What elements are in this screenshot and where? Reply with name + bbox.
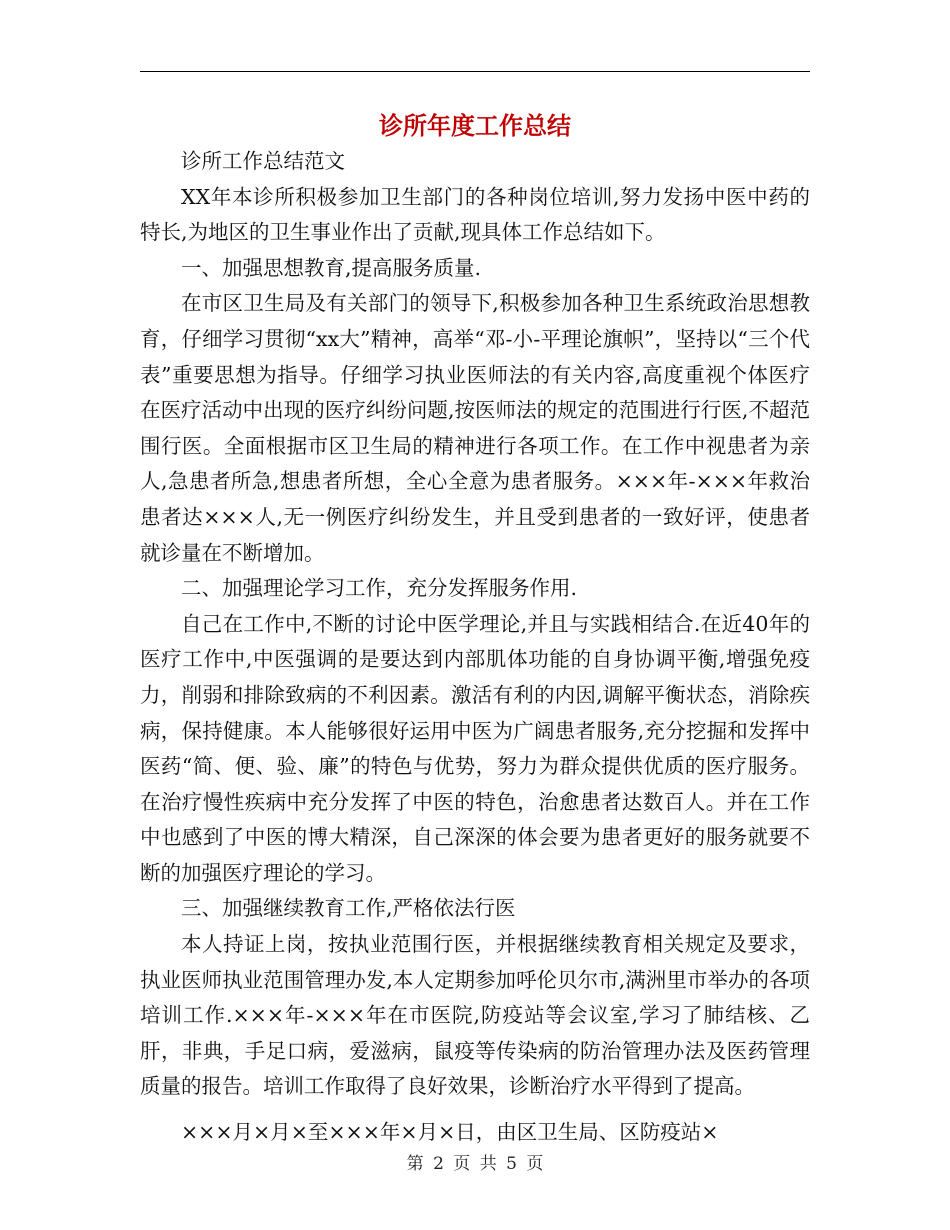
paragraph-subtitle: 诊所工作总结范文 bbox=[181, 149, 345, 173]
paragraph-section-1: 在市区卫生局及有关部门的领导下,积极参加各种卫生系统政治思想教育，仔细学习贯彻“xx大”精神，高举“邓-小-平理论旗帜”，坚持以“三个代表”重要思想为指导。仔细学习执业医师法的有关内容,高度重视个体医疗在医疗活动中出现的医疗纠纷问题,按医师法的规定的范围进行行医,不超范围行医。全面根据市区卫生局的精神进行各项工作。在工作中视患者为亲人,急患者所急,想患者所想，全心全意为患者服务。×××年-×××年救治患者达×××人,无一例医疗纠纷发生，并且受到患者的一致好评，使患者就诊量在不断增加。 bbox=[140, 291, 810, 565]
header-rule bbox=[140, 71, 810, 72]
section-heading-3: 三、加强继续教育工作,严格依法行医 bbox=[181, 896, 516, 921]
section-heading-1: 一、加强思想教育,提高服务质量. bbox=[181, 255, 482, 280]
document-body bbox=[140, 144, 810, 1151]
paragraph-section-2: 自己在工作中,不断的讨论中医学理论,并且与实践相结合.在近40年的医疗工作中,中医强调的是要达到内部肌体功能的自身协调平衡,增强免疫力，削弱和排除致病的不利因素。激活有利的内因,调解平衡状态，消除疾病，保持健康。本人能够很好运用中医为广阔患者服务,充分挖掘和发挥中医药“简、便、验、廉”的特色与优势，努力为群众提供优质的医疗服务。在治疗慢性疾病中充分发挥了中医的特色，治愈患者达数百人。并在工作中也感到了中医的博大精深，自己深深的体会要为患者更好的服务就要不断的加强医疗理论的学习。 bbox=[140, 611, 810, 885]
page-number: 第 2 页 共 5 页 bbox=[406, 1154, 544, 1174]
document-title: 诊所年度工作总结 bbox=[379, 112, 571, 140]
paragraph-continued: ×××月×月×至×××年×月×日，由区卫生局、区防疫站× bbox=[181, 1120, 719, 1145]
section-heading-2: 二、加强理论学习工作，充分发挥服务作用. bbox=[181, 576, 578, 601]
paragraph-intro: XX年本诊所积极参加卫生部门的各种岗位培训,努力发扬中医中药的特长,为地区的卫生事业作出了贡献,现具体工作总结如下。 bbox=[140, 184, 810, 245]
paragraph-section-3: 本人持证上岗，按执业范围行医，并根据继续教育相关规定及要求，执业医师执业范围管理办发,本人定期参加呼伦贝尔市,满洲里市举办的各项培训工作.×××年-×××年在市医院,防疫站等会议室,学习了肺结核、乙肝，非典，手足口病，爱滋病，鼠疫等传染病的防治管理办法及医药管理质量的报告。培训工作取得了良好效果，诊断治疗水平得到了提高。 bbox=[140, 932, 810, 1099]
